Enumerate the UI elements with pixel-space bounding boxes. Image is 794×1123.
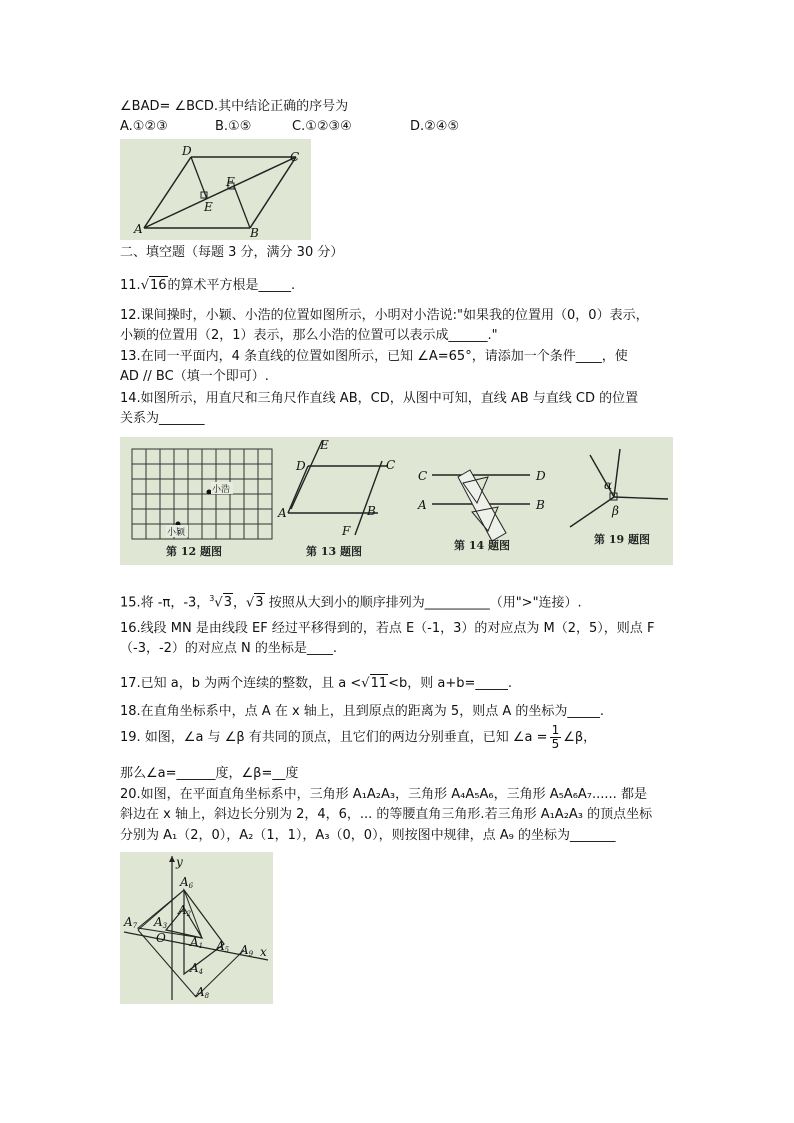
q20-line3: 分别为 A₁（2，0），A₂（1，1），A₃（0，0），则按图中规律，点 A₉ 的坐标为_______: [120, 828, 616, 843]
svg-text:A: A: [278, 506, 287, 520]
q18-text: 18.在直角坐标系中，点 A 在 x 轴上，且到原点的距离为 5，则点 A 的坐标为_____.: [120, 704, 604, 719]
q12-grid-figure: [132, 449, 272, 558]
svg-text:D: D: [536, 469, 546, 483]
q10-option-a: A.①②③: [120, 119, 168, 134]
q14-ruler-figure: [417, 469, 546, 552]
svg-text:C: C: [418, 469, 428, 483]
q13-lines-figure: [277, 438, 395, 558]
q19-caption: 第 19 题图: [594, 533, 650, 546]
q12-caption: 第 12 题图: [166, 545, 222, 558]
q12-line2: 小颖的位置用（2，1）表示，那么小浩的位置可以表示成______.": [120, 328, 498, 343]
q20-figure: [120, 852, 273, 1004]
svg-text:A7: A7: [124, 915, 138, 930]
svg-text:A2: A2: [178, 903, 192, 918]
q11-text: 11.√16的算术平方根是_____.: [120, 278, 296, 293]
q14-line2: 关系为_______: [120, 411, 205, 426]
svg-text:A: A: [134, 222, 143, 236]
svg-text:B: B: [367, 504, 376, 518]
q19-line2: 那么∠a=______度，∠β=__度: [120, 766, 299, 781]
q10-figure: [120, 139, 311, 240]
q10-option-d: D.②④⑤: [410, 119, 460, 134]
svg-text:A8: A8: [196, 985, 210, 1000]
svg-text:E: E: [204, 200, 213, 214]
q13-line1: 13.在同一平面内，4 条直线的位置如图所示，已知 ∠A=65°，请添加一个条件____，使: [120, 349, 628, 364]
q10-statement: ∠BAD= ∠BCD.其中结论正确的序号为: [120, 99, 349, 114]
svg-text:A9: A9: [240, 943, 254, 958]
q15-text: 15.将 -π，-3，$^3$√3，√3 按照从大到小的顺序排列为__________（用">"连接）.: [120, 594, 582, 611]
q12-line1: 12.课间操时，小颖、小浩的位置如图所示，小明对小浩说:"如果我的位置用（0，0）表示，: [120, 308, 649, 323]
q20-line2: 斜边在 x 轴上，斜边长分别为 2，4，6，... 的等腰直角三角形.若三角形 A₁A₂A₃ 的顶点坐标: [120, 807, 653, 822]
xiaohao-label: 小浩: [212, 485, 231, 495]
svg-text:F: F: [342, 524, 351, 538]
svg-text:A3: A3: [154, 915, 168, 930]
svg-text:B: B: [536, 498, 545, 512]
q19-line1: 19. 如图，∠a 与 ∠β 有共同的顶点，且它们的两边分别垂直，已知 ∠a = $\frac{1}{5}$ ∠β，: [120, 723, 597, 751]
q16-line1: 16.线段 MN 是由线段 EF 经过平移得到的，若点 E（-1，3）的对应点为 M（2，5），则点 F: [120, 621, 655, 636]
svg-text:C: C: [290, 150, 300, 164]
figure-strip: [120, 437, 673, 565]
q13-line2: AD // BC（填一个即可）.: [120, 369, 269, 384]
svg-text:B: B: [250, 226, 259, 240]
svg-text:C: C: [386, 458, 396, 472]
svg-text:F: F: [226, 175, 235, 189]
svg-text:A: A: [418, 498, 427, 512]
q17-text: 17.已知 a，b 为两个连续的整数，且 a <√11<b，则 a+b=_____.: [120, 676, 513, 691]
svg-text:y: y: [176, 855, 183, 869]
section-heading: 二、填空题（每题 3 分，满分 30 分）: [120, 245, 344, 260]
svg-text:β: β: [612, 504, 619, 518]
q14-line1: 14.如图所示，用直尺和三角尺作直线 AB，CD，从图中可知，直线 AB 与直线 CD 的位置: [120, 391, 639, 406]
q10-option-b: B.①⑤: [215, 119, 252, 134]
svg-text:A1: A1: [190, 935, 204, 950]
q19-angle-figure: [570, 449, 668, 546]
svg-text:A6: A6: [180, 875, 194, 890]
svg-text:x: x: [260, 945, 267, 959]
svg-text:E: E: [320, 438, 329, 452]
svg-text:α: α: [604, 478, 613, 492]
q20-line1: 20.如图，在平面直角坐标系中，三角形 A₁A₂A₃，三角形 A₄A₅A₆，三角形 A₅A₆A₇...... 都是: [120, 787, 647, 802]
svg-text:A5: A5: [216, 939, 230, 954]
q13-caption: 第 13 题图: [306, 545, 362, 558]
xiaoying-label: 小颖: [167, 528, 186, 538]
svg-text:O: O: [156, 931, 166, 945]
svg-text:D: D: [296, 459, 306, 473]
svg-text:D: D: [182, 144, 192, 158]
q10-option-c: C.①②③④: [292, 119, 352, 134]
q14-caption: 第 14 题图: [454, 539, 510, 552]
q16-line2: （-3，-2）的对应点 N 的坐标是____.: [120, 641, 338, 656]
svg-text:A4: A4: [190, 961, 204, 976]
